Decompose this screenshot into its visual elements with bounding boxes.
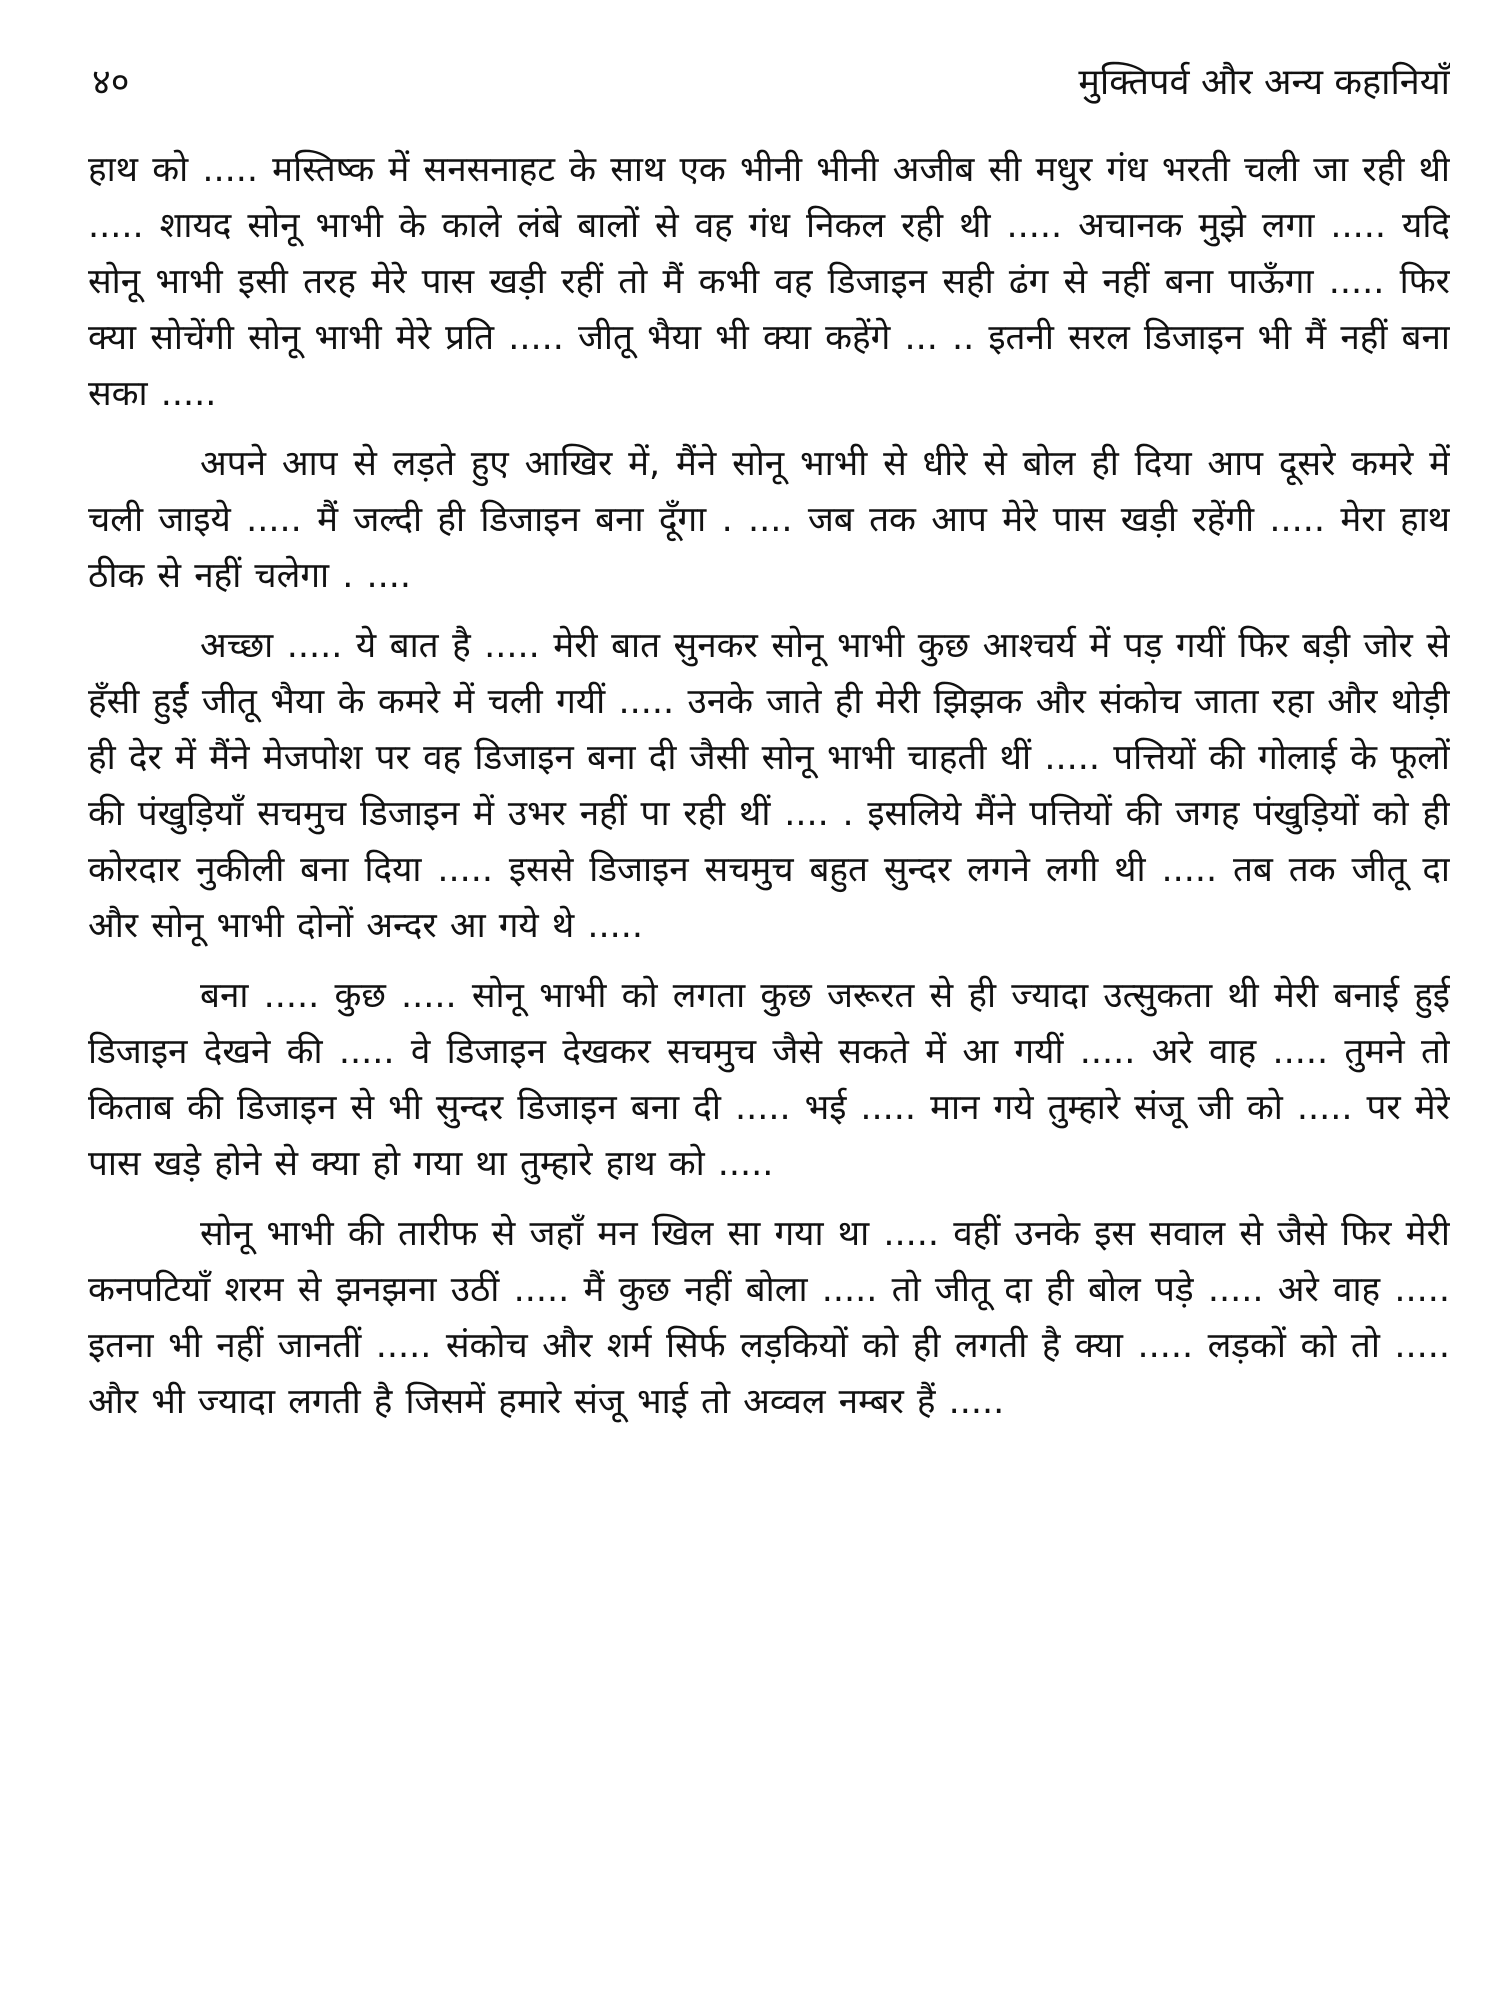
book-title: मुक्तिपर्व और अन्य कहानियाँ xyxy=(1078,62,1450,103)
paragraph-4: बना ..... कुछ ..... सोनू भाभी को लगता कुछ जरूरत से ही ज्यादा उत्सुकता थी मेरी बनाई हुई डिजाइन देखने की ..... वे डिजाइन देखकर सचमुच जैसे सकते में आ गयीं ..... अरे वाह ..... तुमने तो किताब की डिजाइन से भी सुन्दर डिजाइन बना दी ..... भई ..... मान गये तुम्हारे संजू जी को ..... पर मेरे पास खड़े होने से क्या हो गया था तुम्हारे हाथ को ..... xyxy=(88,976,1450,1184)
paragraph-3: अच्छा ..... ये बात है ..... मेरी बात सुनकर सोनू भाभी कुछ आश्चर्य में पड़ गयीं फिर बड़ी जोर से हँसी हुईं जीतू भैया के कमरे में चली गयीं ..... उनके जाते ही मेरी झिझक और संकोच जाता रहा और थोड़ी ही देर में मैंने मेजपोश पर वह डिजाइन बना दी जैसी सोनू भाभी चाहती थीं ..... पत्तियों की गोलाई के फूलों की पंखुड़ियाँ सचमुच डिजाइन में उभर नहीं पा रही थीं .... . इसलिये मैंने पत्तियों की जगह पंखुड़ियों को ही कोरदार नुकीली बना दिया ..... इससे डिजाइन सचमुच बहुत सुन्दर लगने लगी थी ..... तब तक जीतू दा और सोनू भाभी दोनों अन्दर आ गये थे ..... xyxy=(88,626,1450,946)
paragraph-2: अपने आप से लड़ते हुए आखिर में, मैंने सोनू भाभी से धीरे से बोल ही दिया आप दूसरे कमरे में चली जाइये ..... मैं जल्दी ही डिजाइन बना दूँगा . .... जब तक आप मेरे पास खड़ी रहेंगी ..... मेरा हाथ ठीक से नहीं चलेगा . .... xyxy=(88,444,1450,596)
page-header xyxy=(88,58,1450,128)
paragraph-5: सोनू भाभी की तारीफ से जहाँ मन खिल सा गया था ..... वहीं उनके इस सवाल से जैसे फिर मेरी कनपटियाँ शरम से झनझना उठीं ..... मैं कुछ नहीं बोला ..... तो जीतू दा ही बोल पड़े ..... अरे वाह ..... इतना भी नहीं जानतीं ..... संकोच और शर्म सिर्फ लड़कियों को ही लगती है क्या ..... लड़कों को तो ..... और भी ज्यादा लगती है जिसमें हमारे संजू भाई तो अव्वल नम्बर हैं ..... xyxy=(88,1214,1450,1422)
story-text xyxy=(88,142,1450,1430)
paragraph-1: हाथ को ..... मस्तिष्क में सनसनाहट के साथ एक भीनी भीनी अजीब सी मधुर गंध भरती चली जा रही थी ..... शायद सोनू भाभी के काले लंबे बालों से वह गंध निकल रही थी ..... अचानक मुझे लगा ..... यदि सोनू भाभी इसी तरह मेरे पास खड़ी रहीं तो मैं कभी वह डिजाइन सही ढंग से नहीं बना पाऊँगा ..... फिर क्या सोचेंगी सोनू भाभी मेरे प्रति ..... जीतू भैया भी क्या कहेंगे ... .. इतनी सरल डिजाइन भी मैं नहीं बना सका ..... xyxy=(88,150,1450,414)
book-page xyxy=(88,58,1450,1958)
page-number: ४० xyxy=(92,62,130,103)
